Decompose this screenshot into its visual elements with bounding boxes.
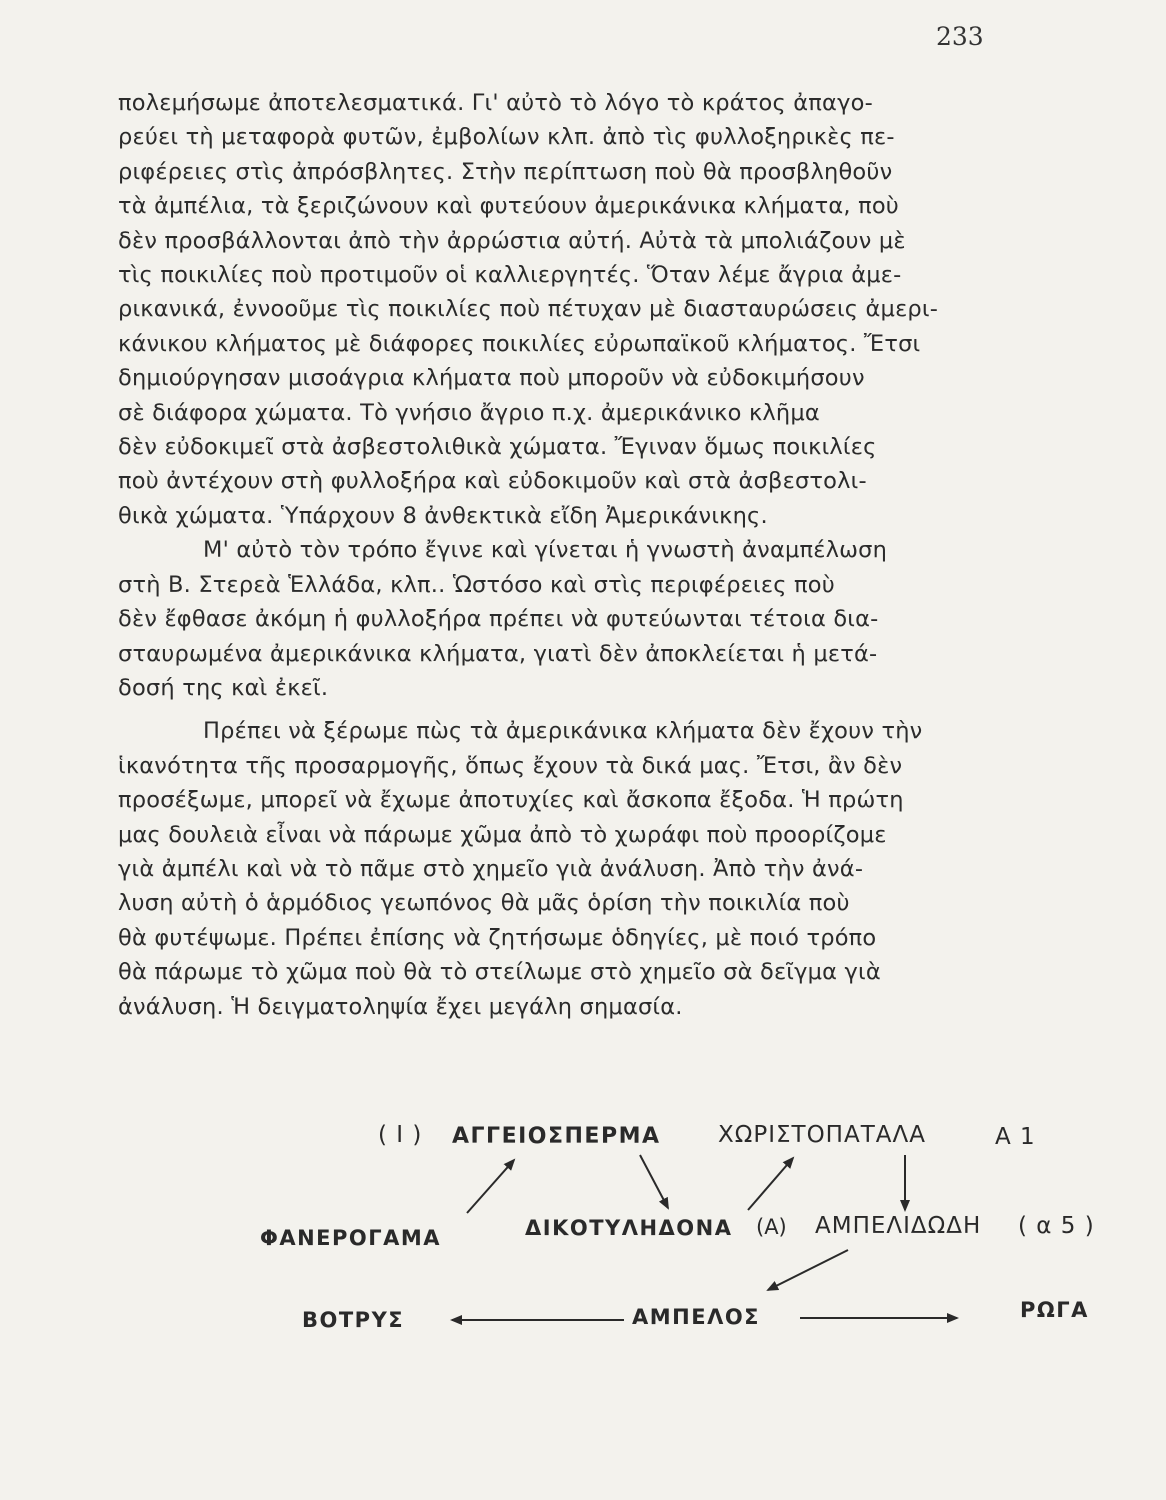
- text-line: δὲν ἔφθασε ἀκόμη ἡ φυλλοξήρα πρέπει νὰ φυτεύωνται τέτοια δια-: [118, 606, 879, 633]
- classification-diagram: [0, 1100, 1166, 1360]
- arrow-ampelidodi-to-ampelos: [768, 1250, 848, 1290]
- text-line: Πρέπει νὰ ξέρωμε πὼς τὰ ἀμερικάνικα κλήματα δὲν ἔχουν τὴν: [203, 718, 923, 745]
- text-line: ρικανικά, ἐννοοῦμε τὶς ποικιλίες ποὺ πέτυχαν μὲ διασταυρώσεις ἀμερι-: [118, 296, 939, 323]
- text-line: ἀνάλυση. Ἡ δειγματοληψία ἔχει μεγάλη σημασία.: [118, 993, 683, 1020]
- diagram-roga: ΡΩΓΑ: [1020, 1298, 1089, 1322]
- text-line: θικὰ χώματα. Ὑπάρχουν 8 ἀνθεκτικὰ εἴδη Ἀμερικάνικης.: [118, 502, 768, 529]
- text-line: τὰ ἀμπέλια, τὰ ξεριζώνουν καὶ φυτεύουν ἀμερικάνικα κλήματα, ποὺ: [118, 193, 900, 220]
- text-line: ποὺ ἀντέχουν στὴ φυλλοξήρα καὶ εὐδοκιμοῦν καὶ στὰ ἀσβεστολι-: [118, 468, 867, 495]
- text-line: τὶς ποικιλίες ποὺ προτιμοῦν οἱ καλλιεργητές. Ὅταν λέμε ἄγρια ἀμε-: [118, 262, 902, 289]
- text-line: θὰ φυτέψωμε. Πρέπει ἐπίσης νὰ ζητήσωμε ὁδηγίες, μὲ ποιό τρόπο: [118, 924, 877, 951]
- text-line: δὲν εὐδοκιμεῖ στὰ ἀσβεστολιθικὰ χώματα. Ἔγιναν ὅμως ποικιλίες: [118, 434, 877, 461]
- arrow-angiosperma-to-dikotyledona: [640, 1155, 668, 1208]
- diagram-choristopetala: ΧΩΡΙΣΤΟΠΑΤΑΛΑ: [718, 1122, 926, 1148]
- text-line: κάνικου κλήματος μὲ διάφορες ποικιλίες εὐρωπαϊκοῦ κλήματος. Ἔτσι: [118, 330, 921, 357]
- text-line: δοσή της καὶ ἐκεῖ.: [118, 674, 329, 701]
- text-line: δὲν προσβάλλονται ἀπὸ τὴν ἀρρώστια αὐτή. Αὐτὰ τὰ μπολιάζουν μὲ: [118, 227, 906, 254]
- text-line: γιὰ ἀμπέλι καὶ νὰ τὸ πᾶμε στὸ χημεῖο γιὰ ἀνάλυση. Ἀπὸ τὴν ἀνά-: [118, 855, 864, 882]
- text-line: ρεύει τὴ μεταφορὰ φυτῶν, ἐμβολίων κλπ. ἀπὸ τὶς φυλλοξηρικὲς πε-: [118, 124, 895, 151]
- text-line: ἱκανότητα τῆς προσαρμογῆς, ὅπως ἔχουν τὰ δικά μας. Ἔτσι, ἂν δὲν: [118, 752, 903, 779]
- body-text: [118, 86, 1018, 1024]
- page-number: 233: [936, 22, 984, 51]
- text-line: Μ' αὐτὸ τὸν τρόπο ἔγινε καὶ γίνεται ἡ γνωστὴ ἀναμπέλωση: [203, 537, 888, 564]
- diagram-a1: Α 1: [995, 1124, 1036, 1150]
- arrow-dikotyledona-to-choristopetala: [748, 1158, 793, 1210]
- text-line: σὲ διάφορα χώματα. Τὸ γνήσιο ἄγριο π.χ. ἀμερικάνικο κλῆμα: [118, 399, 820, 426]
- text-line: σταυρωμένα ἀμερικάνικα κλήματα, γιατὶ δὲν ἀποκλείεται ἡ μετά-: [118, 640, 878, 667]
- diagram-a5: ( α 5 ): [1018, 1213, 1095, 1239]
- text-line: στὴ Β. Στερεὰ Ἑλλάδα, κλπ.. Ὡστόσο καὶ στὶς περιφέρειες ποὺ: [118, 571, 835, 598]
- diagram-marker-i: ( I ): [378, 1122, 423, 1148]
- diagram-angiosperma: ΑΓΓΕΙΟΣΠΕΡΜΑ: [452, 1124, 661, 1149]
- diagram-votrys: ΒΟΤΡΥΣ: [302, 1308, 405, 1332]
- text-line: ριφέρειες στὶς ἀπρόσβλητες. Στὴν περίπτωση ποὺ θὰ προσβληθοῦν: [118, 158, 893, 185]
- text-line: λυση αὐτὴ ὁ ἁρμόδιος γεωπόνος θὰ μᾶς ὁρίση τὴν ποικιλία ποὺ: [118, 890, 850, 917]
- diagram-ampelos: ΑΜΠΕΛΟΣ: [632, 1305, 761, 1329]
- diagram-ampelidodi: ΑΜΠΕΛΙΔΩΔΗ: [815, 1213, 982, 1239]
- text-line: μας δουλειὰ εἶναι νὰ πάρωμε χῶμα ἀπὸ τὸ χωράφι ποὺ προορίζομε: [118, 821, 887, 848]
- diagram-fanerogama: ΦΑΝΕΡΟΓΑΜΑ: [260, 1226, 442, 1250]
- text-line: πολεμήσωμε ἀποτελεσματικά. Γι' αὐτὸ τὸ λόγο τὸ κράτος ἀπαγο-: [118, 90, 873, 116]
- paragraph-2: [118, 533, 1018, 705]
- diagram-a-mark: (Α): [756, 1215, 787, 1239]
- paragraph-3: [118, 714, 1018, 1024]
- paragraph-1: [118, 86, 1018, 533]
- text-line: θὰ πάρωμε τὸ χῶμα ποὺ θὰ τὸ στείλωμε στὸ χημεῖο σὰ δεῖγμα γιὰ: [118, 959, 881, 986]
- text-line: δημιούργησαν μισοάγρια κλήματα ποὺ μποροῦν νὰ εὐδοκιμήσουν: [118, 365, 865, 392]
- text-line: προσέξωμε, μπορεῖ νὰ ἔχωμε ἀποτυχίες καὶ ἄσκοπα ἔξοδα. Ἡ πρώτη: [118, 787, 904, 814]
- arrow-fanerogama-to-angiosperma: [467, 1160, 514, 1213]
- diagram-dikotyledona: ΔΙΚΟΤΥΛΗΔΟΝΑ: [525, 1216, 733, 1240]
